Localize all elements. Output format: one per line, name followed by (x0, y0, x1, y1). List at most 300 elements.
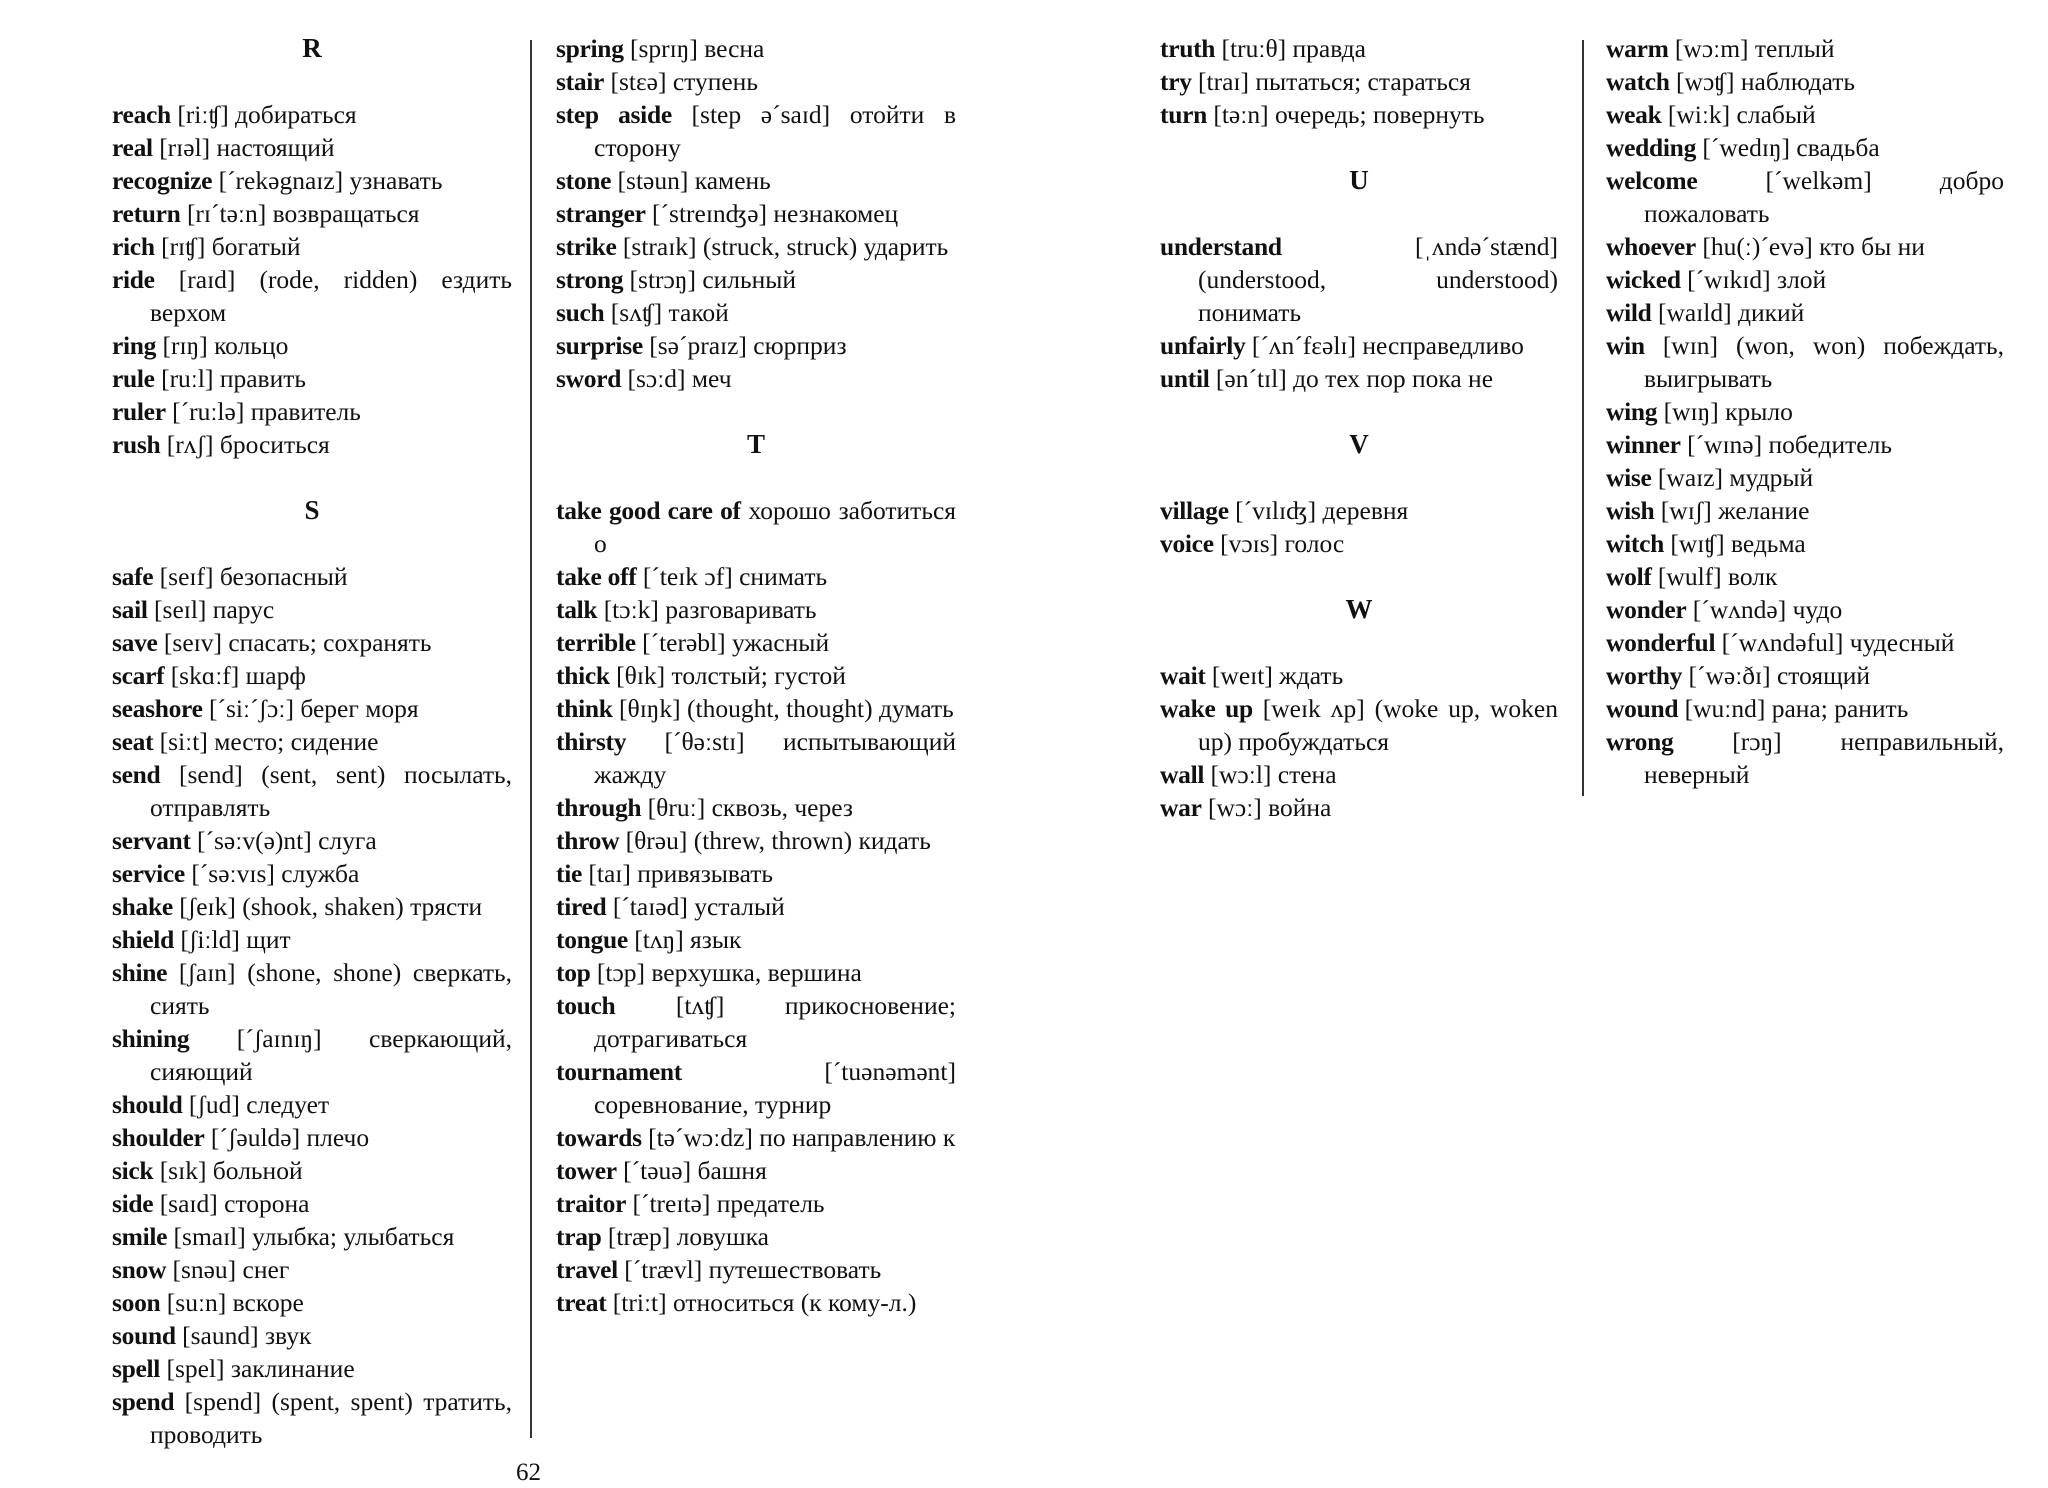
dictionary-entry (1606, 263, 2004, 296)
headword: throw (556, 826, 620, 855)
dictionary-entry (556, 1055, 956, 1121)
entry-definition: [´wəːðɪ] стоящий (1688, 661, 1871, 690)
headword: wall (1160, 760, 1205, 789)
letter-heading: T (746, 429, 765, 459)
dictionary-entry (556, 923, 956, 956)
dictionary-entry (1606, 692, 2004, 725)
headword: talk (556, 595, 598, 624)
entry-definition: хорошо заботиться о (594, 496, 956, 558)
dictionary-entry (112, 956, 512, 1022)
dictionary-entry (112, 98, 512, 131)
headword: sword (556, 364, 622, 393)
headword: ruler (112, 397, 166, 426)
entry-definition: [´ʌn´fɛəlɪ] несправедливо (1251, 331, 1524, 360)
letter-heading: V (1349, 429, 1369, 459)
headword: stone (556, 166, 612, 195)
entry-definition: [ruːl] править (161, 364, 307, 393)
dictionary-entry (112, 659, 512, 692)
headword: turn (1160, 100, 1207, 129)
entry-definition: [seɪl] парус (154, 595, 275, 624)
entry-definition: [´rekəgnaɪz] узнавать (218, 166, 443, 195)
dictionary-entry (112, 923, 512, 956)
headword: rich (112, 232, 155, 261)
entry-definition: [ən´tɪl] до тех пор пока не (1215, 364, 1494, 393)
dictionary-entry (112, 1154, 512, 1187)
entry-definition: [´θəːstɪ] испытывающий жажду (594, 727, 956, 789)
headword: wild (1606, 298, 1652, 327)
dictionary-entry (1606, 131, 2004, 164)
headword: send (112, 760, 161, 789)
headword: scarf (112, 661, 165, 690)
headword: trap (556, 1222, 602, 1251)
entry-definition: [taɪ] привязывать (588, 859, 774, 888)
entry-definition: [´streɪnʤə] незнакомец (652, 199, 899, 228)
entry-definition: [wɔː] война (1207, 793, 1332, 822)
dictionary-entry (1606, 428, 2004, 461)
dictionary-entry (556, 1220, 956, 1253)
headword: wedding (1606, 133, 1697, 162)
entry-definition: [sɪk] больной (159, 1156, 303, 1185)
entry-definition: [θɪk] толстый; густой (616, 661, 846, 690)
entry-definition: [wiːk] слабый (1667, 100, 1816, 129)
entry-definition: [saund] звук (182, 1321, 312, 1350)
entry-definition: [tʌŋ] язык (634, 925, 742, 954)
headword: welcome (1606, 166, 1698, 195)
dictionary-entry (112, 1187, 512, 1220)
headword: step aside (556, 100, 672, 129)
headword: shoulder (112, 1123, 205, 1152)
headword: sound (112, 1321, 176, 1350)
dictionary-entry (112, 1220, 512, 1253)
entry-definition: [raɪd] (rode, ridden) ездить верхом (150, 265, 513, 327)
headword: strong (556, 265, 624, 294)
headword: win (1606, 331, 1645, 360)
dictionary-entry (112, 1385, 512, 1451)
column-divider-right-page (1582, 40, 1584, 796)
headword: tie (556, 859, 582, 888)
dictionary-entry (556, 1253, 956, 1286)
dictionary-entry (112, 1352, 512, 1385)
headword: return (112, 199, 181, 228)
headword: traitor (556, 1189, 627, 1218)
dictionary-entry (556, 890, 956, 923)
dictionary-entry (1606, 494, 2004, 527)
headword: safe (112, 562, 154, 591)
headword: voice (1160, 529, 1214, 558)
entry-definition: [sə´praɪz] сюрприз (649, 331, 847, 360)
dictionary-entry (556, 1286, 956, 1319)
headword: save (112, 628, 158, 657)
dictionary-entry (556, 626, 956, 659)
entry-definition: [stɛə] ступень (610, 67, 758, 96)
entry-definition: [truːθ] правда (1221, 34, 1366, 63)
dictionary-entry (556, 956, 956, 989)
dictionary-entry (112, 758, 512, 824)
dictionary-entry (1606, 230, 2004, 263)
dictionary-entry (556, 1187, 956, 1220)
entry-definition: [rʌʃ] броситься (166, 430, 330, 459)
headword: until (1160, 364, 1210, 393)
headword: should (112, 1090, 183, 1119)
headword: tournament (556, 1057, 682, 1086)
letter-heading: S (304, 495, 320, 525)
headword: stair (556, 67, 605, 96)
dictionary-entry (112, 1286, 512, 1319)
headword: think (556, 694, 613, 723)
dictionary-entry (556, 197, 956, 230)
entry-definition: [tə´wɔːdz] по направлению к (648, 1123, 956, 1152)
entry-definition: [´trævl] путешествовать (624, 1255, 882, 1284)
dictionary-column-3 (1160, 32, 1558, 824)
headword: treat (556, 1288, 607, 1317)
entry-definition: [´wʌndəful] чудесный (1721, 628, 1955, 657)
headword: seashore (112, 694, 203, 723)
entry-definition: [´təuə] башня (623, 1156, 767, 1185)
headword: weak (1606, 100, 1662, 129)
dictionary-entry (1606, 626, 2004, 659)
dictionary-entry (112, 1022, 512, 1088)
dictionary-entry (112, 890, 512, 923)
headword: tower (556, 1156, 617, 1185)
entry-definition: [send] (sent, sent) посылать, отправлять (150, 760, 512, 822)
entry-definition: [´terəbl] ужасный (642, 628, 830, 657)
dictionary-entry (1160, 791, 1558, 824)
dictionary-entry (112, 857, 512, 890)
entry-definition: [´taɪəd] усталый (612, 892, 785, 921)
dictionary-entry (112, 428, 512, 461)
entry-definition: [´wɪnə] победитель (1687, 430, 1892, 459)
entry-definition: [seɪf] безопасный (159, 562, 348, 591)
entry-definition: [smaɪl] улыбка; улыбаться (173, 1222, 455, 1251)
entry-definition: [weɪk ʌp] (woke up, woken up) пробуждаться (1198, 694, 1558, 756)
dictionary-entry (1160, 329, 1558, 362)
headword: stranger (556, 199, 646, 228)
dictionary-entry (556, 329, 956, 362)
dictionary-entry (1606, 296, 2004, 329)
headword: wish (1606, 496, 1655, 525)
headword: top (556, 958, 591, 987)
headword: travel (556, 1255, 618, 1284)
headword: witch (1606, 529, 1664, 558)
dictionary-entry (556, 263, 956, 296)
headword: shield (112, 925, 174, 954)
entry-definition: [skɑːf] шарф (170, 661, 306, 690)
headword: recognize (112, 166, 213, 195)
entry-definition: [´siː´ʃɔː] берег моря (209, 694, 419, 723)
dictionary-entry (112, 692, 512, 725)
entry-definition: [θɪŋk] (thought, thought) думать (619, 694, 954, 723)
dictionary-entry (556, 164, 956, 197)
entry-definition: [straɪk] (struck, struck) ударить (622, 232, 949, 261)
dictionary-entry (556, 32, 956, 65)
headword: such (556, 298, 605, 327)
entry-definition: [vɔɪs] голос (1220, 529, 1345, 558)
entry-definition: [spel] заклинание (166, 1354, 355, 1383)
entry-definition: [´tuənəmənt] соревнование, турнир (594, 1057, 956, 1119)
headword: wake up (1160, 694, 1253, 723)
entry-definition: [wɔːm] теплый (1674, 34, 1835, 63)
entry-definition: [ʃiːld] щит (180, 925, 291, 954)
headword: reach (112, 100, 171, 129)
headword: side (112, 1189, 154, 1218)
headword: wound (1606, 694, 1679, 723)
dictionary-entry (112, 560, 512, 593)
dictionary-entry (112, 230, 512, 263)
dictionary-entry (112, 263, 512, 329)
entry-definition: [seɪv] спасать; сохранять (163, 628, 432, 657)
dictionary-entry (112, 593, 512, 626)
entry-definition: [ˌʌndə´stænd] (understood, understood) понимать (1198, 232, 1558, 327)
entry-definition: [træp] ловушка (607, 1222, 769, 1251)
entry-definition: [´səːvɪs] служба (191, 859, 360, 888)
headword: wise (1606, 463, 1652, 492)
dictionary-entry (1606, 395, 2004, 428)
entry-definition: [´wʌndə] чудо (1692, 595, 1843, 624)
headword: whoever (1606, 232, 1696, 261)
entry-definition: [tɔp] верхушка, вершина (596, 958, 862, 987)
dictionary-entry (112, 395, 512, 428)
entry-definition: [´ʃəuldə] плечо (210, 1123, 370, 1152)
dictionary-entry (1606, 593, 2004, 626)
headword: shining (112, 1024, 190, 1053)
headword: understand (1160, 232, 1282, 261)
headword: wrong (1606, 727, 1674, 756)
entry-definition: [´ʃaɪnɪŋ] сверкающий, сияющий (150, 1024, 512, 1086)
dictionary-entry (556, 98, 956, 164)
dictionary-entry (112, 1121, 512, 1154)
dictionary-entry (112, 197, 512, 230)
entry-definition: [wɔʧ] наблюдать (1676, 67, 1856, 96)
dictionary-entry (556, 791, 956, 824)
entry-definition: [riːʧ] добираться (177, 100, 357, 129)
dictionary-entry (112, 626, 512, 659)
headword: servant (112, 826, 191, 855)
headword: sick (112, 1156, 154, 1185)
dictionary-entry (1606, 659, 2004, 692)
dictionary-entry (1160, 494, 1558, 527)
headword: surprise (556, 331, 643, 360)
letter-heading: R (302, 33, 322, 63)
dictionary-entry (1160, 65, 1558, 98)
dictionary-entry (112, 362, 512, 395)
dictionary-entry (556, 1154, 956, 1187)
entry-definition: [rɪʧ] богатый (161, 232, 301, 261)
headword: spend (112, 1387, 175, 1416)
entry-definition: [rɪŋ] кольцо (162, 331, 289, 360)
entry-definition: [ʃeɪk] (shook, shaken) трясти (179, 892, 483, 921)
headword: rule (112, 364, 155, 393)
entry-definition: [sprɪŋ] весна (630, 34, 765, 63)
entry-definition: [´ruːlə] правитель (172, 397, 361, 426)
dictionary-entry (1606, 560, 2004, 593)
dictionary-entry (1606, 725, 2004, 791)
entry-definition: [´wɪkɪd] злой (1687, 265, 1827, 294)
entry-definition: [sʌʧ] такой (610, 298, 729, 327)
headword: winner (1606, 430, 1681, 459)
dictionary-entry (112, 131, 512, 164)
entry-definition: [´səːv(ə)nt] слуга (197, 826, 377, 855)
dictionary-entry (1606, 329, 2004, 395)
headword: snow (112, 1255, 167, 1284)
dictionary-column-1 (112, 32, 512, 1451)
dictionary-entry (1606, 527, 2004, 560)
dictionary-entry (556, 296, 956, 329)
headword: wicked (1606, 265, 1681, 294)
entry-definition: [traɪ] пытаться; стараться (1198, 67, 1471, 96)
dictionary-entry (1160, 659, 1558, 692)
headword: unfairly (1160, 331, 1246, 360)
headword: spell (112, 1354, 161, 1383)
headword: ride (112, 265, 155, 294)
entry-definition: [´wedɪŋ] свадьба (1702, 133, 1880, 162)
dictionary-entry (1160, 527, 1558, 560)
headword: ring (112, 331, 157, 360)
entry-definition: [rɪ´təːn] возвращаться (186, 199, 420, 228)
entry-definition: [siːt] место; сидение (159, 727, 379, 756)
entry-definition: [rɪəl] настоящий (159, 133, 335, 162)
letter-heading: U (1349, 165, 1369, 195)
entry-definition: [sɔːd] меч (627, 364, 732, 393)
dictionary-entry (556, 989, 956, 1055)
headword: smile (112, 1222, 168, 1251)
entry-definition: [tɔːk] разговаривать (603, 595, 817, 624)
headword: wonder (1606, 595, 1687, 624)
headword: village (1160, 496, 1229, 525)
headword: terrible (556, 628, 636, 657)
headword: worthy (1606, 661, 1683, 690)
dictionary-entry (556, 362, 956, 395)
dictionary-entry (1160, 362, 1558, 395)
dictionary-entry (1160, 758, 1558, 791)
entry-definition: [hu(ː)´evə] кто бы ни (1702, 232, 1925, 261)
headword: wonderful (1606, 628, 1716, 657)
headword: take off (556, 562, 637, 591)
entry-definition: [waɪld] дикий (1657, 298, 1805, 327)
entry-definition: [rɔŋ] неправильный, неверный (1644, 727, 2004, 789)
headword: tongue (556, 925, 628, 954)
entry-definition: [θruː] сквозь, через (647, 793, 853, 822)
headword: shine (112, 958, 168, 987)
dictionary-entry (556, 65, 956, 98)
dictionary-entry (556, 1121, 956, 1154)
entry-definition: [tʌʧ] прикосновение; дотрагиваться (594, 991, 956, 1053)
headword: thick (556, 661, 610, 690)
entry-definition: [θrəu] (threw, thrown) кидать (625, 826, 931, 855)
headword: truth (1160, 34, 1216, 63)
column-divider-left-page (530, 40, 532, 1438)
dictionary-entry (556, 230, 956, 263)
headword: try (1160, 67, 1192, 96)
dictionary-entry (556, 560, 956, 593)
entry-definition: [waɪz] мудрый (1657, 463, 1814, 492)
headword: rush (112, 430, 161, 459)
headword: shake (112, 892, 173, 921)
headword: war (1160, 793, 1202, 822)
dictionary-entry (556, 659, 956, 692)
dictionary-column-2 (556, 32, 956, 1319)
dictionary-entry (112, 1319, 512, 1352)
entry-definition: [´welkəm] добро пожаловать (1644, 166, 2004, 228)
dictionary-entry (556, 692, 956, 725)
dictionary-entry (112, 725, 512, 758)
entry-definition: [step ə´saɪd] отойти в сторону (594, 100, 956, 162)
dictionary-entry (1160, 32, 1558, 65)
headword: sail (112, 595, 148, 624)
entry-definition: [təːn] очередь; повернуть (1213, 100, 1485, 129)
entry-definition: [´teɪk ɔf] снимать (642, 562, 828, 591)
entry-definition: [saɪd] сторона (159, 1189, 310, 1218)
entry-definition: [snəu] снег (172, 1255, 290, 1284)
headword: seat (112, 727, 154, 756)
dictionary-entry (1606, 65, 2004, 98)
letter-heading: W (1345, 594, 1373, 624)
entry-definition: [´vɪlɪʤ] деревня (1235, 496, 1409, 525)
entry-definition: [suːn] вскоре (166, 1288, 304, 1317)
entry-definition: [strɔŋ] сильный (629, 265, 797, 294)
entry-definition: [ʃaɪn] (shone, shone) сверкать, сиять (150, 958, 512, 1020)
dictionary-entry (1160, 98, 1558, 131)
dictionary-entry (556, 593, 956, 626)
headword: wing (1606, 397, 1658, 426)
entry-definition: [ʃud] следует (188, 1090, 330, 1119)
dictionary-entry (112, 164, 512, 197)
headword: warm (1606, 34, 1669, 63)
entry-definition: [stəun] камень (617, 166, 771, 195)
headword: watch (1606, 67, 1670, 96)
dictionary-entry (1606, 164, 2004, 230)
entry-definition: [weɪt] ждать (1211, 661, 1344, 690)
dictionary-entry (556, 725, 956, 791)
page-number: 62 (516, 1459, 541, 1486)
headword: real (112, 133, 153, 162)
entry-definition: [wɪʧ] ведьма (1670, 529, 1806, 558)
entry-definition: [triːt] относиться (к кому-л.) (612, 1288, 917, 1317)
dictionary-column-4 (1606, 32, 2004, 791)
dictionary-entry (556, 824, 956, 857)
dictionary-entry (112, 824, 512, 857)
headword: spring (556, 34, 624, 63)
headword: through (556, 793, 642, 822)
headword: strike (556, 232, 617, 261)
dictionary-entry (556, 494, 956, 560)
headword: thirsty (556, 727, 627, 756)
entry-definition: [´treɪtə] предатель (632, 1189, 825, 1218)
entry-definition: [wɪŋ] крыло (1663, 397, 1793, 426)
dictionary-entry (1606, 461, 2004, 494)
headword: take good care of (556, 496, 741, 525)
headword: soon (112, 1288, 161, 1317)
entry-definition: [wɪn] (won, won) побеждать, выигрывать (1644, 331, 2004, 393)
headword: tired (556, 892, 607, 921)
headword: towards (556, 1123, 642, 1152)
entry-definition: [spend] (spent, spent) тратить, проводить (150, 1387, 512, 1449)
dictionary-entry (1160, 230, 1558, 329)
headword: wait (1160, 661, 1206, 690)
dictionary-entry (556, 857, 956, 890)
entry-definition: [wuːnd] рана; ранить (1684, 694, 1909, 723)
dictionary-entry (1606, 98, 2004, 131)
entry-definition: [wɔːl] стена (1210, 760, 1337, 789)
headword: touch (556, 991, 616, 1020)
entry-definition: [wɪʃ] желание (1660, 496, 1810, 525)
dictionary-entry (112, 1088, 512, 1121)
dictionary-entry (1606, 32, 2004, 65)
dictionary-entry (1160, 692, 1558, 758)
headword: wolf (1606, 562, 1652, 591)
headword: service (112, 859, 185, 888)
entry-definition: [wulf] волк (1657, 562, 1778, 591)
dictionary-entry (112, 329, 512, 362)
